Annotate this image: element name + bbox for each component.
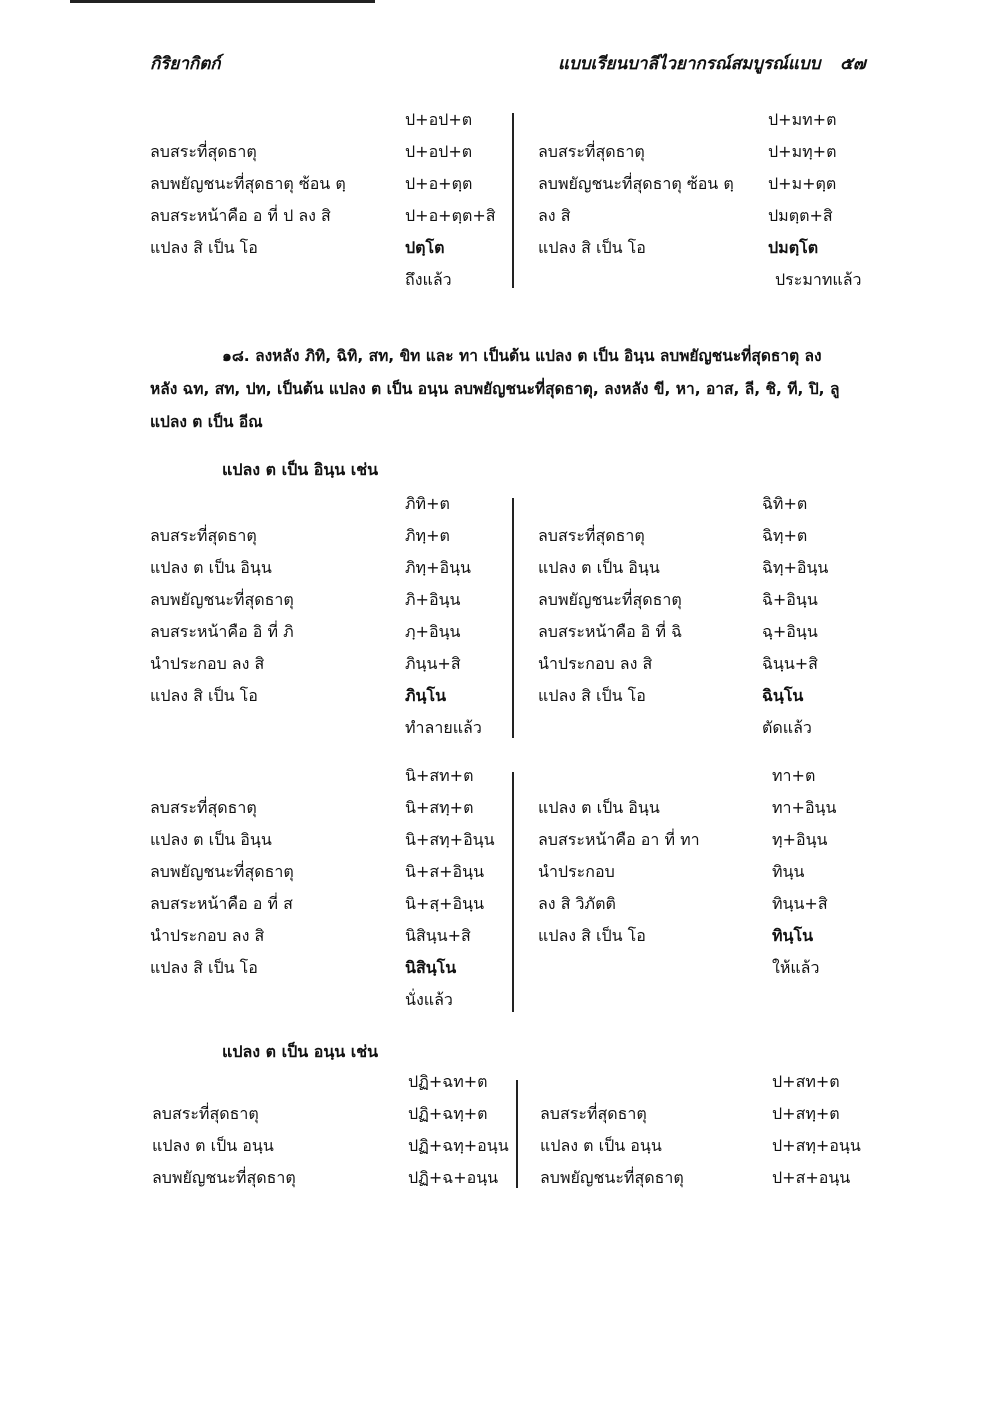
column-divider <box>516 1080 518 1188</box>
step-label: ลบสระหน้าคือ อิ ที่ ภิ <box>150 622 294 641</box>
derivation-start: ทา+ต <box>772 766 816 785</box>
step-label: ลบสระหน้าคือ อ ที่ ป ลง สิ <box>150 206 331 225</box>
step-value: นิ+สทฺ+ต <box>405 798 474 817</box>
step-label: นำประกอบ ลง สิ <box>538 654 653 673</box>
step-label: แปลง ต เป็น อินฺน <box>538 558 660 577</box>
derivation-start: ป+สท+ต <box>772 1072 840 1091</box>
step-label: นำประกอบ <box>538 862 615 881</box>
step-value: ป+อป+ต <box>405 142 473 161</box>
step-value: นิ+สทฺ+อินฺน <box>405 830 495 849</box>
paragraph-line: หลัง ฉท, สท, ปท, เป็นต้น แปลง ต เป็น อนฺน ลบพยัญชนะที่สุดธาตุ, ลงหลัง ขี, หา, อาส, ลี, ชิ, ที, ปิ, ลู <box>150 380 840 398</box>
meaning: ตัดแล้ว <box>762 718 812 737</box>
step-value: ปฏิ+ฉทฺ+ต <box>408 1104 488 1123</box>
step-label: ลบพยัญชนะที่สุดธาตุ <box>150 862 294 881</box>
result-word: ภินฺโน <box>405 686 447 705</box>
step-label: ลบสระที่สุดธาตุ <box>150 526 257 545</box>
step-label: นำประกอบ ลง สิ <box>150 926 265 945</box>
step-label: ลบสระที่สุดธาตุ <box>540 1104 647 1123</box>
step-value: ภินฺน+สิ <box>405 654 461 673</box>
step-value: ทินฺน <box>772 862 805 881</box>
step-value: ปฏิ+ฉ+อนฺน <box>408 1168 499 1187</box>
step-label: ลง สิ วิภัตติ <box>538 894 616 913</box>
step-value: นิสินฺน+สิ <box>405 926 471 945</box>
step-label: แปลง สิ เป็น โอ <box>150 686 258 705</box>
step-value: ฉิทฺ+อินฺน <box>762 558 829 577</box>
result-word: ฉินฺโน <box>762 686 804 705</box>
step-label: แปลง สิ เป็น โอ <box>538 686 646 705</box>
step-value: ฉฺ+อินฺน <box>762 622 818 641</box>
step-label: ลบพยัญชนะที่สุดธาตุ <box>540 1168 684 1187</box>
step-label: แปลง สิ เป็น โอ <box>150 238 258 257</box>
step-value: ปฏิ+ฉทฺ+อนฺน <box>408 1136 509 1155</box>
derivation-start: ฉิทิ+ต <box>762 494 808 513</box>
derivation-start: ป+มท+ต <box>768 110 837 129</box>
step-value: ภิทฺ+อินฺน <box>405 558 471 577</box>
meaning: ประมาทแล้ว <box>775 270 862 289</box>
step-value: ป+สทฺ+ต <box>772 1104 840 1123</box>
step-label: นำประกอบ ลง สิ <box>150 654 265 673</box>
step-value: ฉิทฺ+ต <box>762 526 808 545</box>
step-value: ปมตฺต+สิ <box>768 206 833 225</box>
step-label: ลบพยัญชนะที่สุดธาตุ ซ้อน ตฺ <box>538 174 734 193</box>
step-label: ลง สิ <box>538 206 571 225</box>
step-label: แปลง ต เป็น อินฺน <box>538 798 660 817</box>
top-rule <box>70 0 375 3</box>
step-label: ลบพยัญชนะที่สุดธาตุ <box>150 590 294 609</box>
step-value: ทา+อินฺน <box>772 798 837 817</box>
step-label: แปลง ต เป็น อินฺน <box>150 830 272 849</box>
step-label: ลบสระที่สุดธาตุ <box>150 142 257 161</box>
step-value: ภิทฺ+ต <box>405 526 450 545</box>
rule-paragraph <box>150 340 870 439</box>
step-label: ลบสระที่สุดธาตุ <box>538 142 645 161</box>
step-label: ลบสระหน้าคือ อ ที่ ส <box>150 894 293 913</box>
step-value: ทินฺน+สิ <box>772 894 828 913</box>
derivation-start: นิ+สท+ต <box>405 766 474 785</box>
step-value: ป+อ+ตฺต <box>405 174 473 193</box>
step-value: ฉิ+อินฺน <box>762 590 818 609</box>
derivation-start: ป+อป+ต <box>405 110 473 129</box>
step-value: ทฺ+อินฺน <box>772 830 828 849</box>
derivation-start: ภิทิ+ต <box>405 494 450 513</box>
step-label: ลบสระหน้าคือ อา ที่ ทา <box>538 830 700 849</box>
step-value: ป+มทฺ+ต <box>768 142 837 161</box>
meaning: ทำลายแล้ว <box>405 718 482 737</box>
step-label: ลบสระหน้าคือ อิ ที่ ฉิ <box>538 622 683 641</box>
step-label: แปลง สิ เป็น โอ <box>150 958 258 977</box>
step-label: แปลง ต เป็น อินฺน <box>150 558 272 577</box>
step-label: แปลง ต เป็น อนฺน <box>540 1136 662 1155</box>
meaning: ถึงแล้ว <box>405 270 452 289</box>
step-label: ลบสระที่สุดธาตุ <box>538 526 645 545</box>
step-label: ลบพยัญชนะที่สุดธาตุ <box>538 590 682 609</box>
meaning: ให้แล้ว <box>772 958 820 977</box>
step-label: แปลง สิ เป็น โอ <box>538 238 646 257</box>
column-divider <box>512 113 514 288</box>
step-label: แปลง สิ เป็น โอ <box>538 926 646 945</box>
result-word: นิสินฺโน <box>405 958 457 977</box>
step-value: ภฺ+อินฺน <box>405 622 461 641</box>
running-head-left: กิริยากิตก์ <box>150 54 221 74</box>
section-heading: แปลง ต เป็น อินฺน เช่น <box>222 460 379 479</box>
step-label: ลบสระที่สุดธาตุ <box>152 1104 259 1123</box>
page-number: ๕๗ <box>840 54 866 74</box>
column-divider <box>512 772 514 1012</box>
paragraph-line: แปลง ต เป็น อีณ <box>150 413 263 431</box>
step-value: นิ+ส+อินฺน <box>405 862 484 881</box>
step-label: ลบพยัญชนะที่สุดธาตุ <box>152 1168 296 1187</box>
step-value: ฉินฺน+สิ <box>762 654 818 673</box>
step-value: ป+ม+ตฺต <box>768 174 837 193</box>
result-word: ปมตฺโต <box>768 238 819 257</box>
step-label: ลบพยัญชนะที่สุดธาตุ ซ้อน ตฺ <box>150 174 346 193</box>
step-label: ลบสระที่สุดธาตุ <box>150 798 257 817</box>
section-heading: แปลง ต เป็น อนฺน เช่น <box>222 1042 379 1061</box>
derivation-start: ปฏิ+ฉท+ต <box>408 1072 488 1091</box>
step-value: ป+อ+ตฺต+สิ <box>405 206 496 225</box>
result-word: ปตฺโต <box>405 238 445 257</box>
step-value: ภิ+อินฺน <box>405 590 461 609</box>
meaning: นั่งแล้ว <box>405 990 453 1009</box>
step-label: แปลง ต เป็น อนฺน <box>152 1136 274 1155</box>
step-value: นิ+สฺ+อินฺน <box>405 894 484 913</box>
step-value: ป+สทฺ+อนฺน <box>772 1136 861 1155</box>
paragraph-line: ๑๘. ลงหลัง ภิทิ, ฉิทิ, สท, ขิท และ ทา เป็นต้น แปลง ต เป็น อินฺน ลบพยัญชนะที่สุดธาตุ ลง <box>222 347 822 365</box>
step-value: ป+ส+อนฺน <box>772 1168 851 1187</box>
column-divider <box>512 498 514 738</box>
result-word: ทินฺโน <box>772 926 814 945</box>
running-head-right: แบบเรียนบาลีไวยากรณ์สมบูรณ์แบบ <box>558 54 821 74</box>
